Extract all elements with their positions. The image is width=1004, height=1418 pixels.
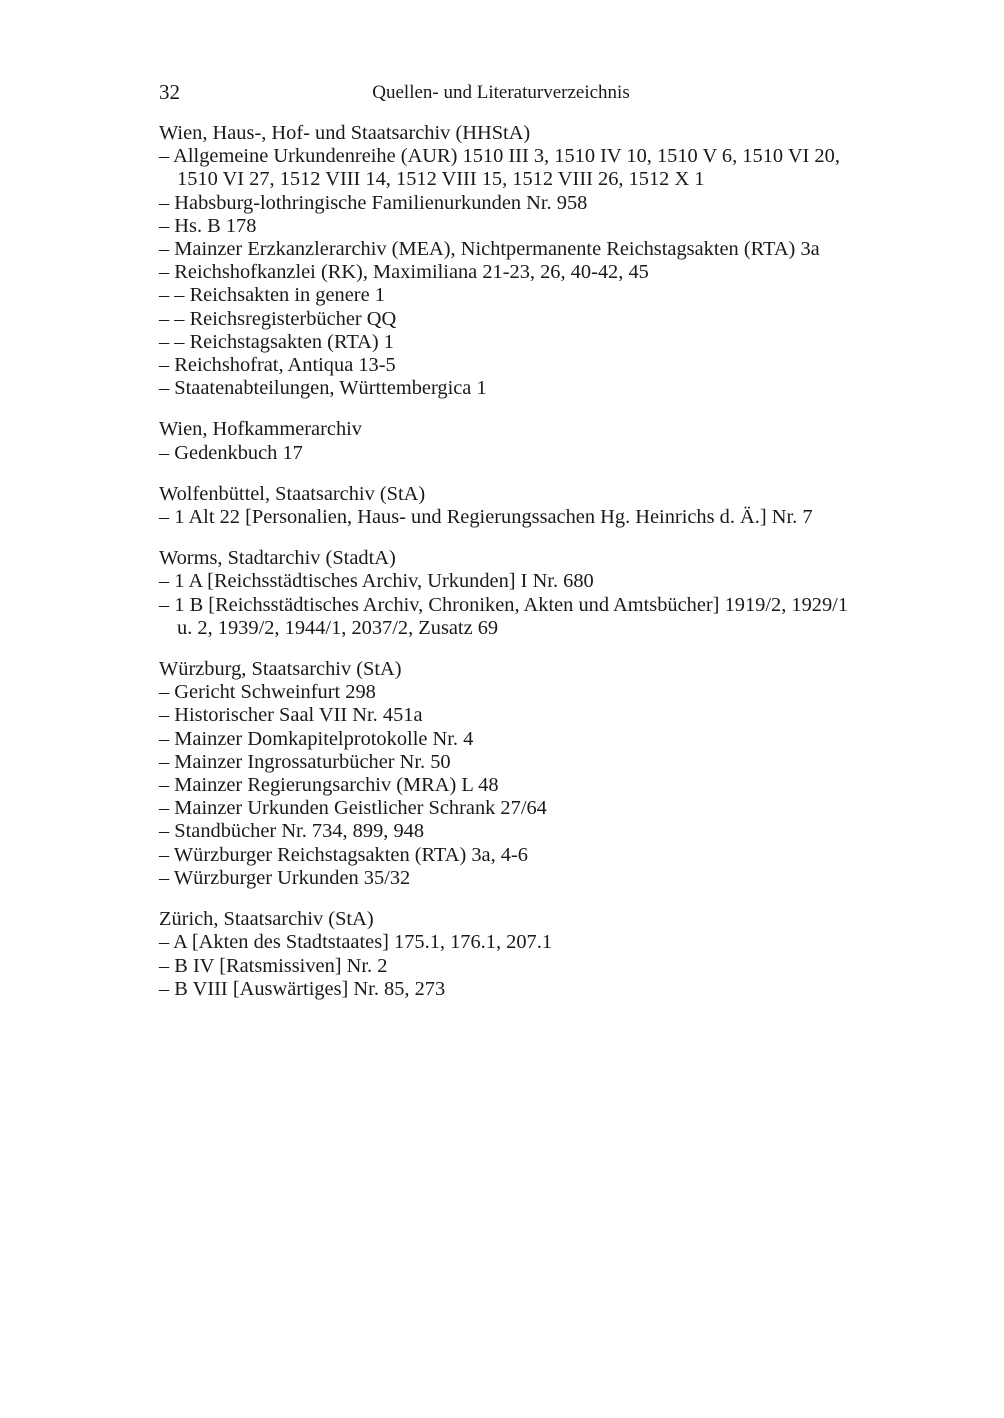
list-item-text: – 1 Alt 22 [Personalien, Haus- und Regierungssachen Hg. Heinrichs d. Ä.] Nr. 7	[159, 506, 813, 529]
list-item	[159, 354, 919, 377]
list-item	[159, 955, 919, 978]
list-item	[159, 377, 919, 400]
list-item	[159, 728, 919, 751]
archive-heading: Wien, Hofkammerarchiv	[159, 418, 362, 441]
list-item-text: – – Reichstagsakten (RTA) 1	[159, 330, 394, 353]
list-item-text: – Würzburger Reichstagsakten (RTA) 3a, 4-6	[159, 843, 528, 866]
list-item	[159, 844, 919, 867]
list-item-text: – B VIII [Auswärtiges] Nr. 85, 273	[159, 977, 446, 1000]
archive-heading: Wien, Haus-, Hof- und Staatsarchiv (HHStA)	[159, 122, 531, 144]
archive-section	[159, 418, 919, 464]
list-item-text: – A [Akten des Stadtstaates] 175.1, 176.1, 207.1	[159, 931, 553, 954]
list-item-text: – Reichshofrat, Antiqua 13-5	[159, 354, 396, 377]
running-title: Quellen- und Literaturverzeichnis	[372, 82, 630, 103]
list-item-text: – Habsburg-lothringische Familienurkunden Nr. 958	[159, 191, 588, 214]
list-item-text: – Gericht Schweinfurt 298	[159, 681, 376, 704]
list-item	[159, 238, 919, 261]
list-item-text: – Gedenkbuch 17	[159, 441, 303, 464]
list-item	[159, 192, 919, 215]
list-item	[159, 594, 919, 640]
list-item	[159, 145, 919, 191]
list-item-text: – Reichshofkanzlei (RK), Maximiliana 21-23, 26, 40-42, 45	[159, 261, 649, 284]
archive-section	[159, 658, 919, 890]
page-header	[159, 78, 843, 108]
archive-heading: Worms, Stadtarchiv (StadtA)	[159, 547, 396, 570]
archive-section	[159, 483, 919, 529]
list-item	[159, 442, 919, 465]
list-item-text: – Hs. B 178	[159, 214, 257, 237]
list-item	[159, 797, 919, 820]
list-item	[159, 681, 919, 704]
list-item-text: – 1 A [Reichsstädtisches Archiv, Urkunden] I Nr. 680	[159, 570, 594, 593]
source-list	[159, 122, 919, 1019]
list-item-text: – Allgemeine Urkundenreihe (AUR) 1510 III 3, 1510 IV 10, 1510 V 6, 1510 VI 20,	[159, 145, 840, 168]
list-item	[159, 506, 919, 529]
list-item	[159, 308, 919, 331]
list-item	[159, 867, 919, 890]
archive-section	[159, 122, 919, 400]
list-item-text: – Würzburger Urkunden 35/32	[159, 866, 411, 889]
list-item	[159, 774, 919, 797]
archive-heading: Wolfenbüttel, Staatsarchiv (StA)	[159, 482, 426, 505]
list-item	[159, 820, 919, 843]
list-item	[159, 331, 919, 354]
list-item-text: – Mainzer Erzkanzlerarchiv (MEA), Nichtpermanente Reichstagsakten (RTA) 3a	[159, 238, 820, 261]
list-item-text: – Standbücher Nr. 734, 899, 948	[159, 820, 425, 843]
list-item	[159, 978, 919, 1001]
list-item	[159, 215, 919, 238]
archive-section	[159, 547, 919, 640]
list-item-continuation: 1510 VI 27, 1512 VIII 14, 1512 VIII 15, 1512 VIII 26, 1512 X 1	[177, 168, 705, 191]
list-item-continuation: u. 2, 1939/2, 1944/1, 2037/2, Zusatz 69	[177, 616, 499, 639]
archive-section	[159, 908, 919, 1001]
list-item-text: – Mainzer Ingrossaturbücher Nr. 50	[159, 750, 451, 773]
list-item-text: – – Reichsakten in genere 1	[159, 284, 385, 307]
list-item-text: – Mainzer Urkunden Geistlicher Schrank 27/64	[159, 797, 547, 820]
list-item	[159, 284, 919, 307]
list-item	[159, 751, 919, 774]
page-number: 32	[159, 80, 180, 104]
list-item	[159, 570, 919, 593]
list-item-text: – 1 B [Reichsstädtisches Archiv, Chroniken, Akten und Amtsbücher] 1919/2, 1929/1	[159, 593, 849, 616]
archive-heading: Zürich, Staatsarchiv (StA)	[159, 908, 374, 931]
list-item-text: – Mainzer Domkapitelprotokolle Nr. 4	[159, 727, 474, 750]
list-item-text: – B IV [Ratsmissiven] Nr. 2	[159, 954, 388, 977]
list-item	[159, 261, 919, 284]
archive-heading: Würzburg, Staatsarchiv (StA)	[159, 658, 402, 681]
list-item-text: – – Reichsregisterbücher QQ	[159, 307, 397, 330]
list-item-text: – Historischer Saal VII Nr. 451a	[159, 704, 423, 727]
list-item-text: – Staatenabteilungen, Württembergica 1	[159, 377, 487, 400]
list-item	[159, 931, 919, 954]
list-item	[159, 704, 919, 727]
list-item-text: – Mainzer Regierungsarchiv (MRA) L 48	[159, 774, 499, 797]
